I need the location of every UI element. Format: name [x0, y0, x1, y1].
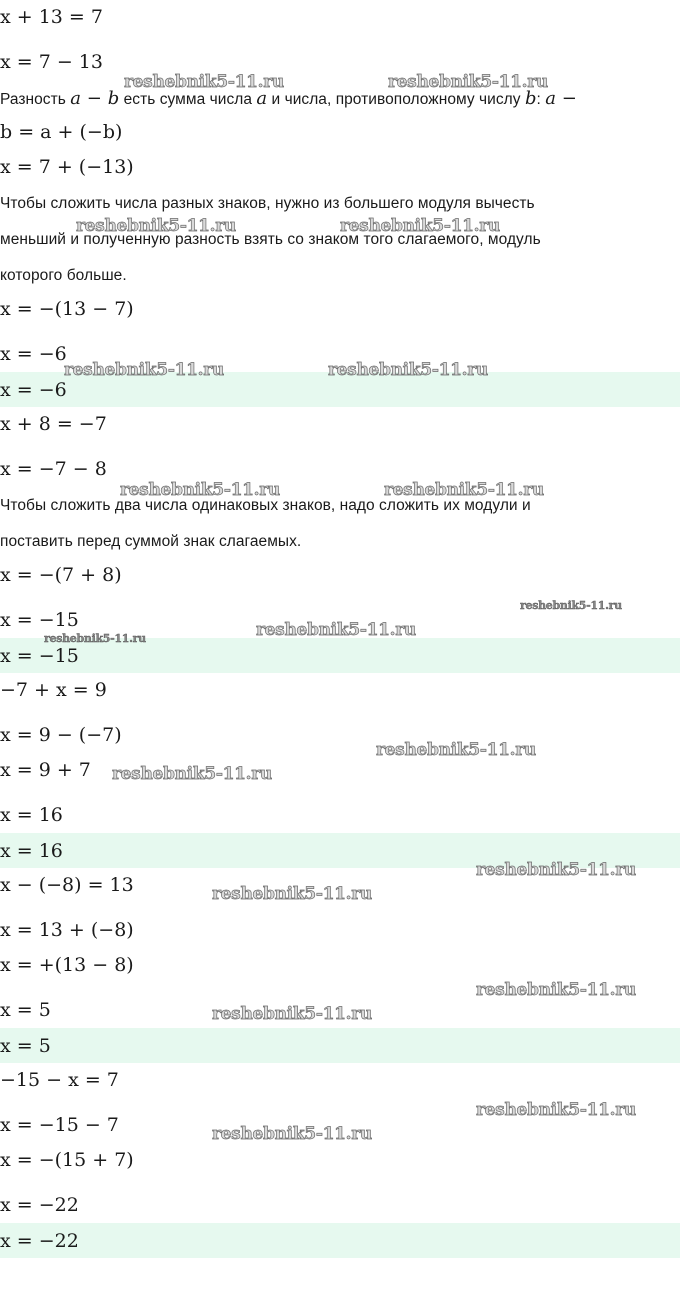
task1-equation-2: x = 7 − 13	[0, 51, 103, 73]
watermark: reshebnik5-11.ru	[124, 72, 284, 92]
watermark: reshebnik5-11.ru	[76, 216, 236, 236]
rule-text-part: :	[536, 91, 546, 108]
task1-equation-3: b = a + (−b)	[0, 121, 123, 143]
task4-equation-2: x = 13 + (−8)	[0, 919, 134, 941]
watermark: reshebnik5-11.ru	[384, 480, 544, 500]
task1-answer: x = −6	[0, 379, 67, 401]
rule-text-part: Разность	[0, 91, 71, 108]
task1-rule-line-1	[0, 88, 577, 109]
task1-equation-6: x = −6	[0, 343, 67, 365]
rule-math-part: a	[256, 88, 268, 109]
task2-equation-4: x = −15	[0, 609, 79, 631]
rule-math-part: a − b	[70, 88, 120, 109]
watermark: reshebnik5-11.ru	[476, 980, 636, 1000]
rule-math-part: b	[524, 88, 537, 109]
watermark: reshebnik5-11.ru	[212, 884, 372, 904]
task4-answer: x = 5	[0, 1035, 51, 1057]
task2-rule-line-2: поставить перед суммой знак слагаемых.	[0, 533, 302, 550]
task4-equation-3: x = +(13 − 8)	[0, 954, 134, 976]
task5-answer: x = −22	[0, 1230, 79, 1252]
task1-equation-4: x = 7 + (−13)	[0, 156, 134, 178]
watermark: reshebnik5-11.ru	[120, 480, 280, 500]
task1-rule2-line-3: которого больше.	[0, 267, 127, 284]
watermark: reshebnik5-11.ru	[328, 360, 488, 380]
task2-equation-3: x = −(7 + 8)	[0, 564, 122, 586]
task1-rule2-line-1: Чтобы сложить числа разных знаков, нужно из большего модуля вычесть	[0, 195, 535, 212]
watermark: reshebnik5-11.ru	[44, 632, 146, 645]
watermark: reshebnik5-11.ru	[64, 360, 224, 380]
rule-text-part: и числа, противоположному числу	[267, 91, 525, 108]
answer-band-1	[0, 372, 680, 407]
task1-equation-1: x + 13 = 7	[0, 6, 103, 28]
task1-rule2-line-2: меньший и полученную разность взять со знаком того слагаемого, модуль	[0, 231, 541, 248]
rule-math-part: a −	[545, 88, 577, 109]
task2-equation-2: x = −7 − 8	[0, 458, 107, 480]
watermark: reshebnik5-11.ru	[476, 1100, 636, 1120]
watermark: reshebnik5-11.ru	[476, 860, 636, 880]
task4-equation-1: x − (−8) = 13	[0, 874, 134, 896]
task3-equation-1: −7 + x = 9	[0, 679, 107, 701]
watermark: reshebnik5-11.ru	[212, 1004, 372, 1024]
watermark: reshebnik5-11.ru	[520, 599, 622, 612]
answer-band-5	[0, 1223, 680, 1258]
watermark: reshebnik5-11.ru	[256, 620, 416, 640]
task2-equation-1: x + 8 = −7	[0, 413, 107, 435]
task5-equation-1: −15 − x = 7	[0, 1069, 119, 1091]
task5-equation-4: x = −22	[0, 1194, 79, 1216]
task5-equation-3: x = −(15 + 7)	[0, 1149, 134, 1171]
task4-equation-4: x = 5	[0, 999, 51, 1021]
watermark: reshebnik5-11.ru	[376, 740, 536, 760]
watermark: reshebnik5-11.ru	[388, 72, 548, 92]
answer-band-3	[0, 833, 680, 868]
answer-band-4	[0, 1028, 680, 1063]
task3-equation-4: x = 16	[0, 804, 63, 826]
task3-equation-2: x = 9 − (−7)	[0, 724, 122, 746]
watermark: reshebnik5-11.ru	[212, 1124, 372, 1144]
watermark: reshebnik5-11.ru	[112, 764, 272, 784]
answer-band-2	[0, 638, 680, 673]
task1-equation-5: x = −(13 − 7)	[0, 298, 134, 320]
task3-equation-3: x = 9 + 7	[0, 759, 91, 781]
task3-answer: x = 16	[0, 840, 63, 862]
task5-equation-2: x = −15 − 7	[0, 1114, 119, 1136]
rule-text-part: есть сумма числа	[119, 91, 257, 108]
task2-rule-line-1: Чтобы сложить два числа одинаковых знаков, надо сложить их модули и	[0, 497, 531, 514]
watermark: reshebnik5-11.ru	[340, 216, 500, 236]
task2-answer: x = −15	[0, 645, 79, 667]
